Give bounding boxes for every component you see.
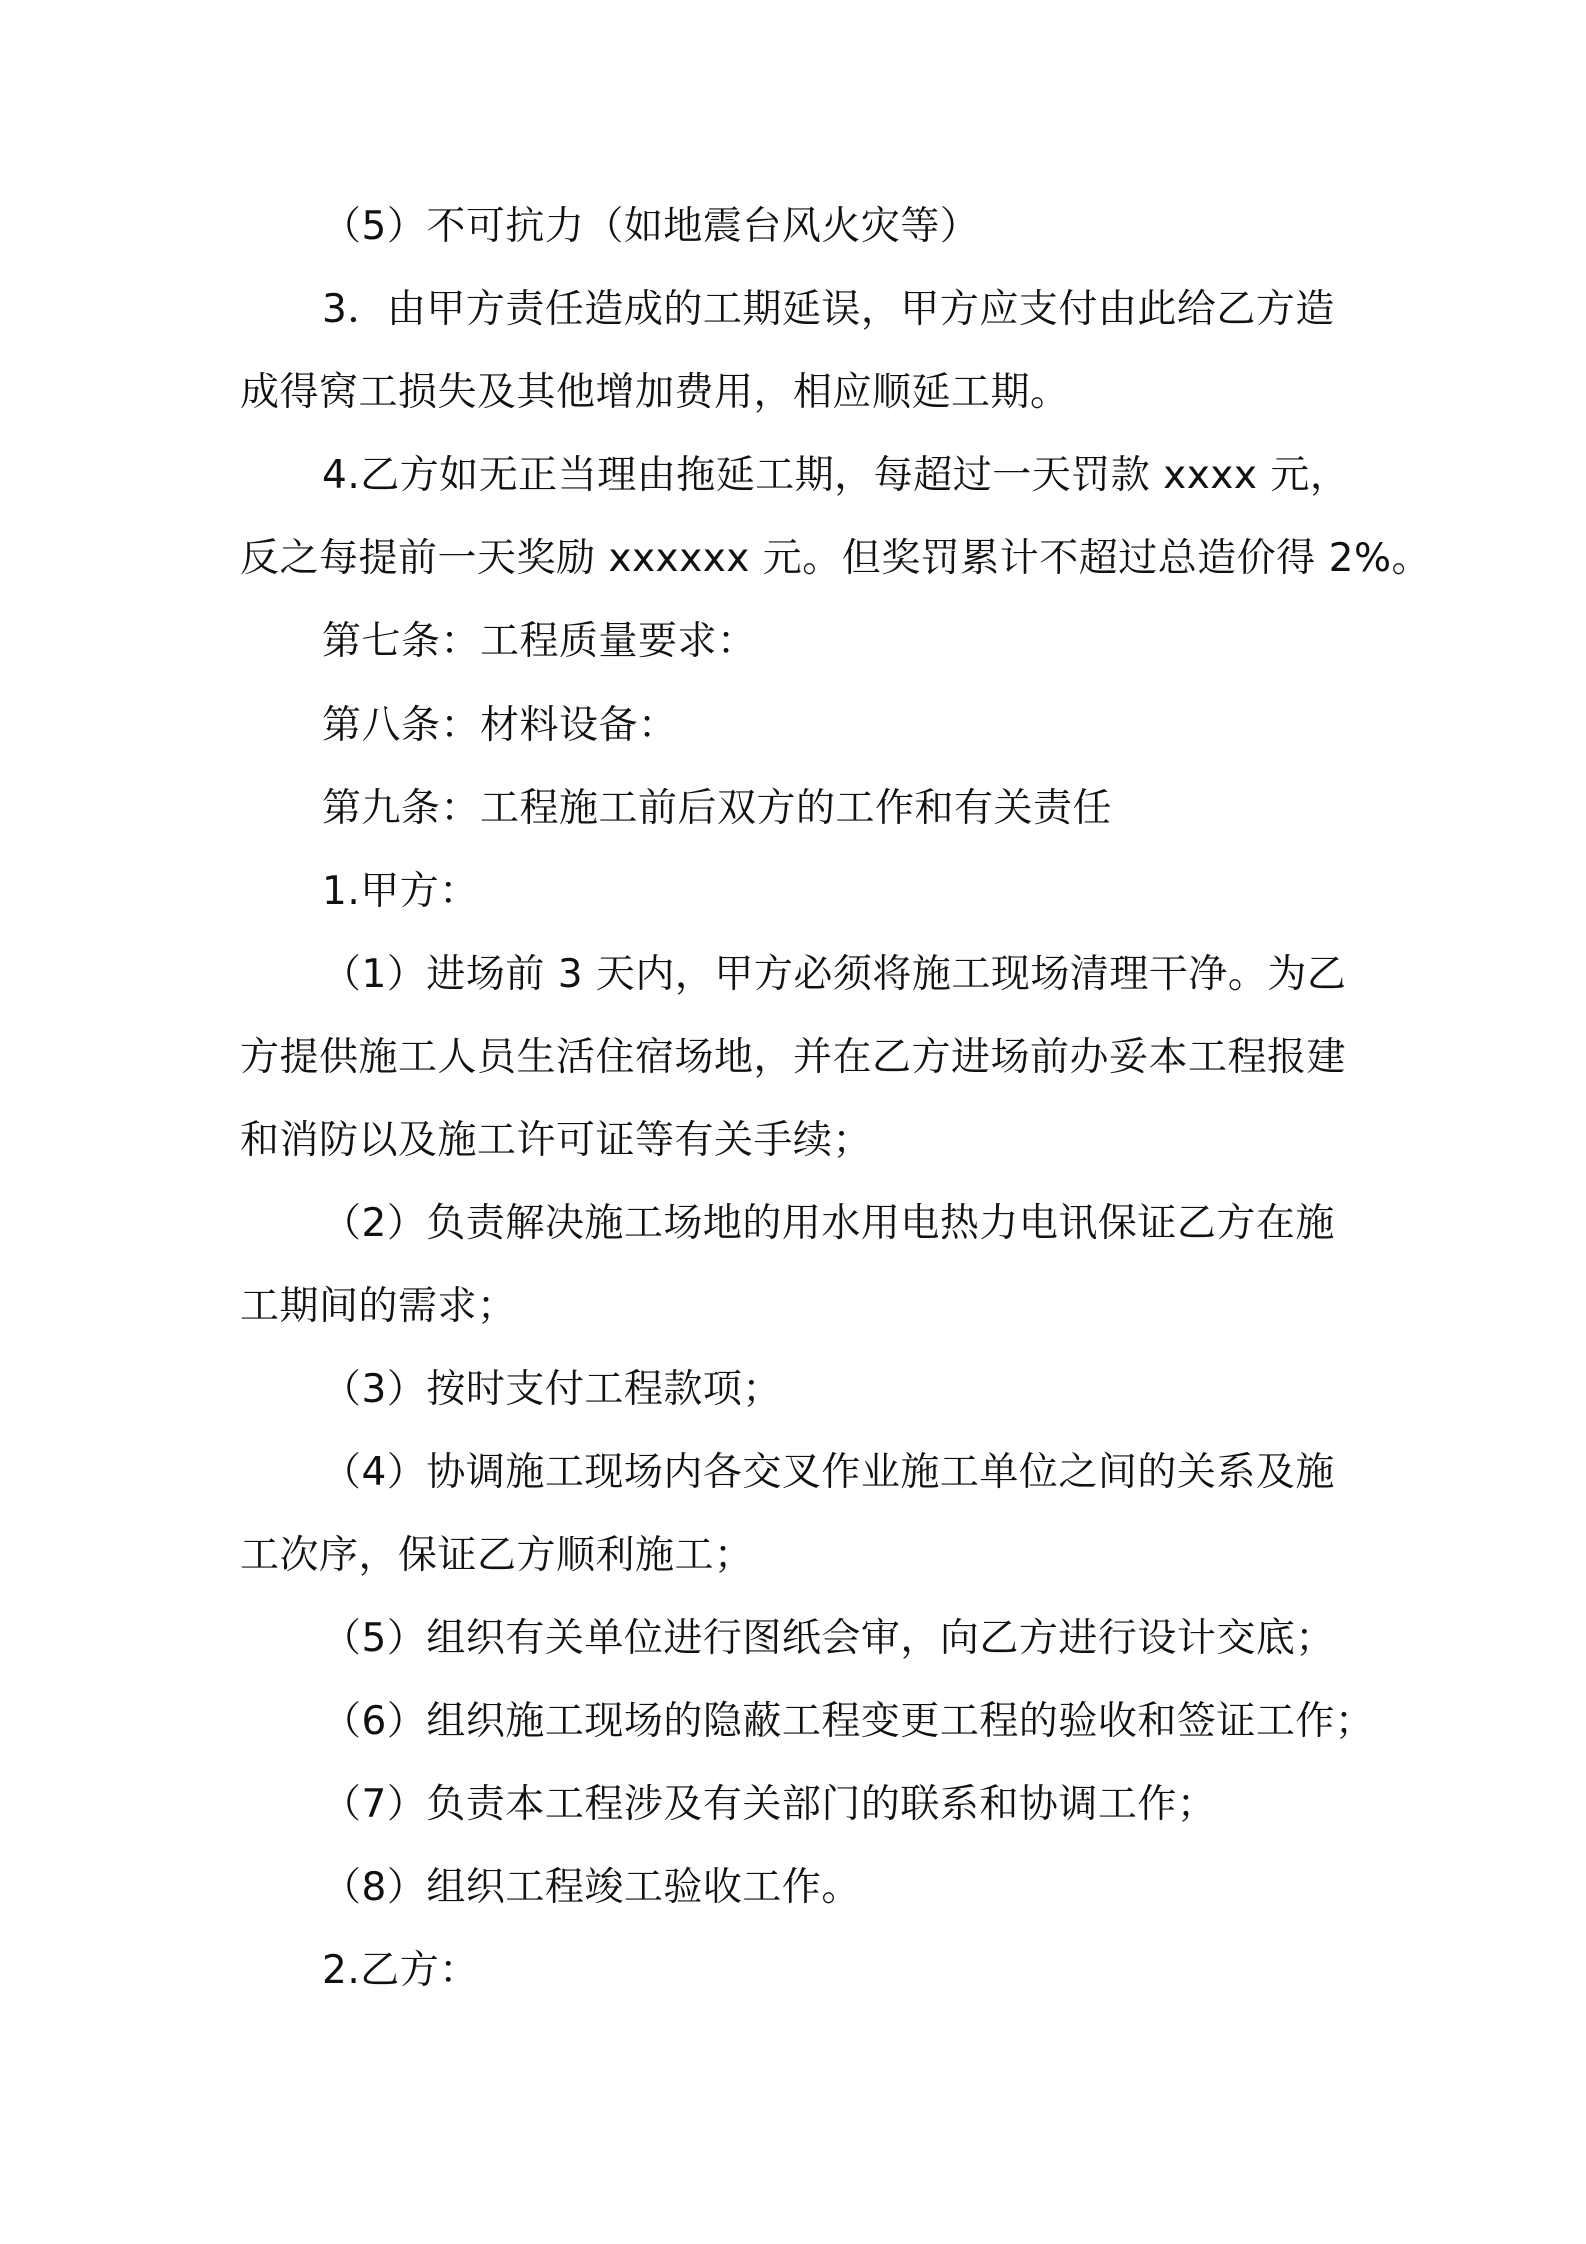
text-line: （4）协调施工现场内各交叉作业施工单位之间的关系及施 (322, 1450, 1335, 1495)
text-line: 4.乙方如无正当理由拖延工期，每超过一天罚款 xxxx 元， (322, 453, 1350, 498)
text-line: 1.甲方： (322, 869, 479, 914)
text-line: 工期间的需求； (240, 1284, 517, 1329)
text-line: （3）按时支付工程款项； (322, 1367, 782, 1412)
text-line: 第七条：工程质量要求： (322, 619, 757, 664)
text-line: 反之每提前一天奖励 xxxxxx 元。但奖罚累计不超过总造价得 2%。 (240, 536, 1432, 581)
text-line: 第九条：工程施工前后双方的工作和有关责任 (322, 786, 1113, 831)
text-line: 3．由甲方责任造成的工期延误，甲方应支付由此给乙方造 (322, 287, 1335, 332)
text-line: （5）不可抗力（如地震台风火灾等） (322, 204, 980, 249)
text-line: 2.乙方： (322, 1948, 479, 1993)
text-line: （8）组织工程竣工验收工作。 (322, 1865, 861, 1910)
text-line: 方提供施工人员生活住宿场地，并在乙方进场前办妥本工程报建 (240, 1035, 1347, 1080)
text-line: （1）进场前 3 天内，甲方必须将施工现场清理干净。为乙 (322, 952, 1347, 997)
text-line: 成得窝工损失及其他增加费用，相应顺延工期。 (240, 370, 1070, 415)
text-line: （7）负责本工程涉及有关部门的联系和协调工作； (322, 1782, 1217, 1827)
text-line: （5）组织有关单位进行图纸会审，向乙方进行设计交底； (322, 1616, 1335, 1661)
text-line: 工次序，保证乙方顺利施工； (240, 1533, 754, 1578)
text-line: （2）负责解决施工场地的用水用电热力电讯保证乙方在施 (322, 1201, 1335, 1246)
text-line: 第八条：材料设备： (322, 703, 678, 748)
text-line: 和消防以及施工许可证等有关手续； (240, 1118, 873, 1163)
text-line: （6）组织施工现场的隐蔽工程变更工程的验收和签证工作； (322, 1699, 1375, 1744)
